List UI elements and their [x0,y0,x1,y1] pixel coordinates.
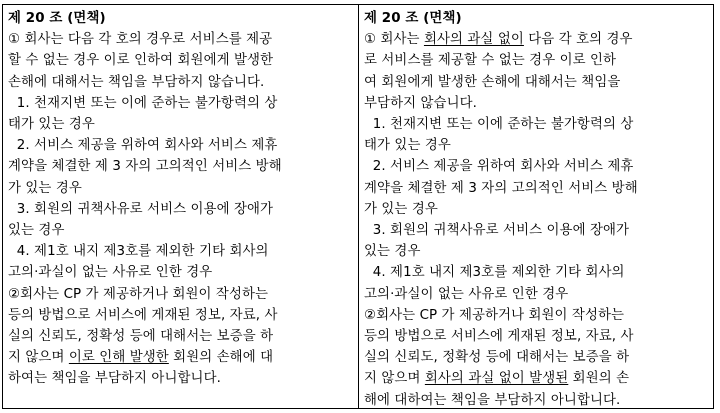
right-underlined-first-line [364,29,707,50]
left-line: 3. 회원의 귀책사유로 서비스 이용에 장애가 [8,201,274,217]
right-line: 있는 경우 [364,244,421,260]
left-line: 2. 서비스 제공을 위하여 회사와 서비스 제휴 [8,138,278,154]
right-first-underlined: 회사의 과실 없이 [423,32,524,48]
left-text-before: 지 않으며 [8,350,69,366]
left-underlined-text: 이로 인해 발생한 [68,350,169,366]
right-line: 로 서비스를 제공할 수 없는 경우 이로 인하 [364,53,617,69]
right-line: 실의 신뢰도, 정확성 등에 대해서는 보증을 하 [364,350,630,366]
left-line: 할 수 없는 경우 이로 인하여 회원에게 발생한 [8,53,274,69]
right-line: 태가 있는 경우 [364,138,451,154]
right-first-before: ① 회사는 [364,32,424,48]
left-line: 1. 천재지변 또는 이에 준하는 불가항력의 상 [8,95,278,111]
right-line: ②회사는 CP 가 제공하거나 회원이 작성하는 [364,307,625,323]
right-underlined-text: 회사의 과실 없이 발생된 [424,371,569,387]
left-line: 4. 제1호 내지 제3호를 제외한 기타 회사의 [8,244,269,260]
right-text-before: 지 않으며 [364,371,425,387]
left-text-after: 회원의 손해에 대 [168,350,274,366]
right-line: 여 회원에게 발생한 손해에 대해서는 책임을 [364,74,621,90]
right-line: 고의·과실이 없는 사유로 인한 경우 [364,286,569,302]
left-line: 태가 있는 경우 [8,117,95,133]
left-line: 등의 방법으로 서비스에 게재된 정보, 자료, 사 [8,307,278,323]
right-line: 3. 회원의 귀책사유로 서비스 이용에 장애가 [364,223,630,239]
right-text-after: 회원의 손 [568,371,630,387]
left-column [3,5,358,408]
right-line: 계약을 체결한 제 3 자의 고의적인 서비스 방해 [364,180,638,196]
left-line: 고의·과실이 없는 사유로 인한 경우 [8,265,213,281]
right-line: 1. 천재지변 또는 이에 준하는 불가항력의 상 [364,117,634,133]
right-line: 등의 방법으로 서비스에 게재된 정보, 자료, 사 [364,329,634,345]
left-line: 하여는 책임을 부담하지 아니합니다. [8,371,221,387]
left-line: 있는 경우 [8,223,65,239]
right-line: 2. 서비스 제공을 위하여 회사와 서비스 제휴 [364,159,634,175]
left-line: 가 있는 경우 [8,180,82,196]
left-line: ②회사는 CP 가 제공하거나 회원이 작성하는 [8,286,269,302]
right-underlined-line [364,368,707,389]
left-line: ① 회사는 다음 각 호의 경우로 서비스를 제공 [8,32,273,48]
right-article-title: 제 20 조 (면책) [364,11,462,26]
right-line: 4. 제1호 내지 제3호를 제외한 기타 회사의 [364,265,625,281]
right-line: 부담하지 않습니다. [364,95,477,111]
comparison-table [2,4,714,409]
left-line: 실의 신뢰도, 정확성 등에 대해서는 보증을 하 [8,329,274,345]
right-first-after: 다음 각 호의 경우 [523,32,633,48]
left-line: 손해에 대해서는 책임을 부담하지 않습니다. [8,74,265,90]
left-underlined-line [8,347,352,368]
right-line: 가 있는 경우 [364,201,438,217]
left-article-title: 제 20 조 (면책) [8,11,106,26]
left-line: 계약을 체결한 제 3 자의 고의적인 서비스 방해 [8,159,282,175]
right-column [358,5,713,408]
right-line: 해에 대하여는 책임을 부담하지 아니합니다. [364,392,621,408]
